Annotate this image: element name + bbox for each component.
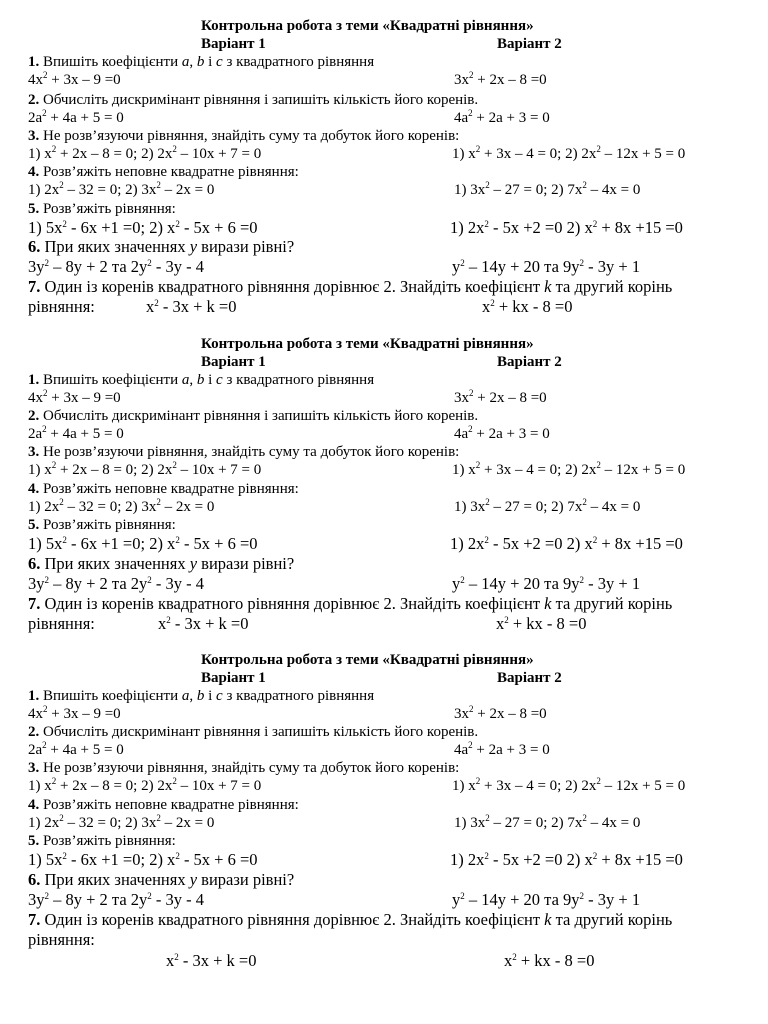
task-text: Розв’яжіть неповне квадратне рівняння: — [39, 797, 299, 813]
task-7-tail: рівняння: — [28, 930, 95, 949]
task-text: При яких значеннях y вирази рівні? — [40, 237, 295, 256]
task-5-variant-1: 1) $5x^2 - 6x +1 =0$; 2) $x^2 - 5x + 6 =0$ — [28, 534, 258, 553]
task-number: 5. — [28, 517, 40, 533]
task-text: Обчисліть дискримінант рівняння і запишіть кількість його коренів. — [39, 408, 479, 424]
task-text: При яких значеннях y вирази рівні? — [40, 870, 295, 889]
task-text: Розв’яжіть рівняння: — [39, 201, 176, 217]
variant-1-heading: Варіант 1 — [201, 36, 266, 52]
task-3-variant-1: 1) $x^2 + 2x - 8 = 0$; 2) $2x^2 - 10x + 7 = 0$ — [28, 144, 262, 162]
task-number: 7. — [28, 910, 41, 929]
task-2-variant-1: $2a^2 + 4a + 5 = 0$ — [28, 740, 124, 758]
task-number: 2. — [28, 724, 40, 740]
task-1-variant-2: $3x^2 + 2x - 8 =0$ — [454, 704, 547, 722]
task-text: Впишіть коефіцієнти a, b і c з квадратного рівняння — [39, 372, 375, 388]
task-number: 5. — [28, 833, 40, 849]
task-5-variant-2: 1) $2x^2 - 5x +2 =0$ 2) $x^2 + 8x +15 =0$ — [450, 534, 683, 553]
task-4-variant-2: 1) $3x^2 - 27 = 0$; 2) $7x^2 - 4x = 0$ — [454, 813, 641, 831]
task-5-variant-2: 1) $2x^2 - 5x +2 =0$ 2) $x^2 + 8x +15 =0$ — [450, 850, 683, 869]
task-1-prompt — [28, 688, 374, 705]
task-1-prompt — [28, 372, 374, 389]
task-5-prompt — [28, 833, 176, 850]
task-1-prompt — [28, 54, 374, 71]
task-text: Розв’яжіть неповне квадратне рівняння: — [39, 164, 299, 180]
task-text: Один із коренів квадратного рівняння дорівнює 2. Знайдіть коефіцієнт k та другий корінь — [40, 277, 673, 296]
task-2-variant-2: $4a^2 + 2a + 3 = 0$ — [454, 740, 550, 758]
task-text: Розв’яжіть рівняння: — [39, 833, 176, 849]
variant-1-heading: Варіант 1 — [201, 354, 266, 370]
task-4-variant-2: 1) $3x^2 - 27 = 0$; 2) $7x^2 - 4x = 0$ — [454, 180, 641, 198]
task-number: 7. — [28, 594, 41, 613]
test-block — [0, 0, 768, 320]
task-3-prompt — [28, 444, 459, 461]
task-3-variant-1: 1) $x^2 + 2x - 8 = 0$; 2) $2x^2 - 10x + 7 = 0$ — [28, 776, 262, 794]
task-2-prompt — [28, 408, 478, 425]
task-6-prompt — [28, 555, 294, 572]
task-7-variant-2: $x^2$ + kx - 8 =0 — [504, 951, 595, 970]
task-number: 6. — [28, 237, 41, 256]
task-text: Не розв’язуючи рівняння, знайдіть суму та добуток його коренів: — [39, 444, 460, 460]
task-number: 6. — [28, 554, 41, 573]
task-6-variant-1: $3y^2 - 8y + 2$ та $2y^2 - 3y - 4$ — [28, 890, 205, 909]
task-1-variant-1: $4x^2 + 3x - 9 =0$ — [28, 704, 121, 722]
task-6-variant-1: $3y^2 - 8y + 2$ та $2y^2 - 3y - 4$ — [28, 574, 205, 593]
task-5-variant-1: 1) $5x^2 - 6x +1 =0$; 2) $x^2 - 5x + 6 =0$ — [28, 218, 258, 237]
task-number: 7. — [28, 277, 41, 296]
task-7-variant-1: $x^2 - 3x + k =0$ — [158, 614, 249, 633]
variant-2-heading: Варіант 2 — [497, 36, 562, 52]
task-2-variant-1: $2a^2 + 4a + 5 = 0$ — [28, 424, 124, 442]
task-7-variant-2: $x^2$ + kx - 8 =0 — [496, 614, 587, 633]
task-text: Обчисліть дискримінант рівняння і запишіть кількість його коренів. — [39, 724, 479, 740]
task-2-variant-1: $2a^2 + 4a + 5 = 0$ — [28, 108, 124, 126]
task-text: Не розв’язуючи рівняння, знайдіть суму та добуток його коренів: — [39, 128, 460, 144]
task-number: 6. — [28, 870, 41, 889]
task-4-prompt — [28, 481, 299, 498]
task-6-prompt — [28, 871, 294, 888]
task-text: Розв’яжіть рівняння: — [39, 517, 176, 533]
task-number: 1. — [28, 372, 40, 388]
task-number: 2. — [28, 408, 40, 424]
variant-2-heading: Варіант 2 — [497, 670, 562, 686]
task-6-variant-2: $y^2 - 14y + 20$ та $9y^2 - 3y + 1$ — [452, 574, 641, 593]
task-3-variant-2: 1) $x^2 + 3x - 4 = 0$; 2) $2x^2 - 12x + 5 = 0$ — [452, 144, 686, 162]
task-4-variant-1: 1) $2x^2 - 32 = 0$; 2) $3x^2 - 2x = 0$ — [28, 813, 215, 831]
task-7-tail: рівняння: — [28, 297, 95, 316]
task-number: 2. — [28, 92, 40, 108]
task-number: 3. — [28, 760, 40, 776]
task-text: Розв’яжіть неповне квадратне рівняння: — [39, 481, 299, 497]
task-text: При яких значеннях y вирази рівні? — [40, 554, 295, 573]
task-6-variant-1: $3y^2 - 8y + 2$ та $2y^2 - 3y - 4$ — [28, 257, 205, 276]
task-text: Один із коренів квадратного рівняння дорівнює 2. Знайдіть коефіцієнт k та другий корінь — [40, 594, 673, 613]
task-text: Обчисліть дискримінант рівняння і запишіть кількість його коренів. — [39, 92, 479, 108]
task-text: Впишіть коефіцієнти a, b і c з квадратного рівняння — [39, 54, 375, 70]
task-3-prompt — [28, 128, 459, 145]
task-3-variant-2: 1) $x^2 + 3x - 4 = 0$; 2) $2x^2 - 12x + 5 = 0$ — [452, 776, 686, 794]
task-number: 4. — [28, 481, 40, 497]
task-5-prompt — [28, 201, 176, 218]
task-5-variant-1: 1) $5x^2 - 6x +1 =0$; 2) $x^2 - 5x + 6 =0$ — [28, 850, 258, 869]
test-block — [0, 318, 768, 638]
variant-1-heading: Варіант 1 — [201, 670, 266, 686]
task-1-variant-1: $4x^2 + 3x - 9 =0$ — [28, 70, 121, 88]
task-4-prompt — [28, 797, 299, 814]
task-3-variant-1: 1) $x^2 + 2x - 8 = 0$; 2) $2x^2 - 10x + 7 = 0$ — [28, 460, 262, 478]
task-number: 4. — [28, 164, 40, 180]
task-5-variant-2: 1) $2x^2 - 5x +2 =0$ 2) $x^2 + 8x +15 =0$ — [450, 218, 683, 237]
task-4-variant-2: 1) $3x^2 - 27 = 0$; 2) $7x^2 - 4x = 0$ — [454, 497, 641, 515]
task-number: 1. — [28, 54, 40, 70]
task-2-variant-2: $4a^2 + 2a + 3 = 0$ — [454, 424, 550, 442]
task-number: 3. — [28, 444, 40, 460]
task-6-prompt — [28, 238, 294, 255]
task-4-variant-1: 1) $2x^2 - 32 = 0$; 2) $3x^2 - 2x = 0$ — [28, 180, 215, 198]
task-number: 5. — [28, 201, 40, 217]
task-7-prompt — [28, 595, 672, 612]
task-2-prompt — [28, 92, 478, 109]
task-3-variant-2: 1) $x^2 + 3x - 4 = 0$; 2) $2x^2 - 12x + 5 = 0$ — [452, 460, 686, 478]
task-7-variant-1: $x^2 - 3x + k =0$ — [166, 951, 257, 970]
task-4-prompt — [28, 164, 299, 181]
task-7-variant-2: $x^2$ + kx - 8 =0 — [482, 297, 573, 316]
test-block — [0, 634, 768, 1024]
task-7-variant-1: $x^2 - 3x + k =0$ — [146, 297, 237, 316]
task-7-prompt — [28, 278, 672, 295]
task-2-prompt — [28, 724, 478, 741]
task-1-variant-2: $3x^2 + 2x - 8 =0$ — [454, 388, 547, 406]
task-1-variant-1: $4x^2 + 3x - 9 =0$ — [28, 388, 121, 406]
task-7-prompt — [28, 911, 672, 928]
task-number: 1. — [28, 688, 40, 704]
task-number: 4. — [28, 797, 40, 813]
task-5-prompt — [28, 517, 176, 534]
block-title: Контрольна робота з теми «Квадратні рівняння» — [201, 336, 534, 352]
task-6-variant-2: $y^2 - 14y + 20$ та $9y^2 - 3y + 1$ — [452, 257, 641, 276]
task-3-prompt — [28, 760, 459, 777]
task-text: Впишіть коефіцієнти a, b і c з квадратного рівняння — [39, 688, 375, 704]
variant-2-heading: Варіант 2 — [497, 354, 562, 370]
block-title: Контрольна робота з теми «Квадратні рівняння» — [201, 18, 534, 34]
task-6-variant-2: $y^2 - 14y + 20$ та $9y^2 - 3y + 1$ — [452, 890, 641, 909]
task-text: Один із коренів квадратного рівняння дорівнює 2. Знайдіть коефіцієнт k та другий корінь — [40, 910, 673, 929]
block-title: Контрольна робота з теми «Квадратні рівняння» — [201, 652, 534, 668]
task-4-variant-1: 1) $2x^2 - 32 = 0$; 2) $3x^2 - 2x = 0$ — [28, 497, 215, 515]
task-text: Не розв’язуючи рівняння, знайдіть суму та добуток його коренів: — [39, 760, 460, 776]
task-1-variant-2: $3x^2 + 2x - 8 =0$ — [454, 70, 547, 88]
task-7-tail: рівняння: — [28, 614, 95, 633]
task-2-variant-2: $4a^2 + 2a + 3 = 0$ — [454, 108, 550, 126]
task-number: 3. — [28, 128, 40, 144]
